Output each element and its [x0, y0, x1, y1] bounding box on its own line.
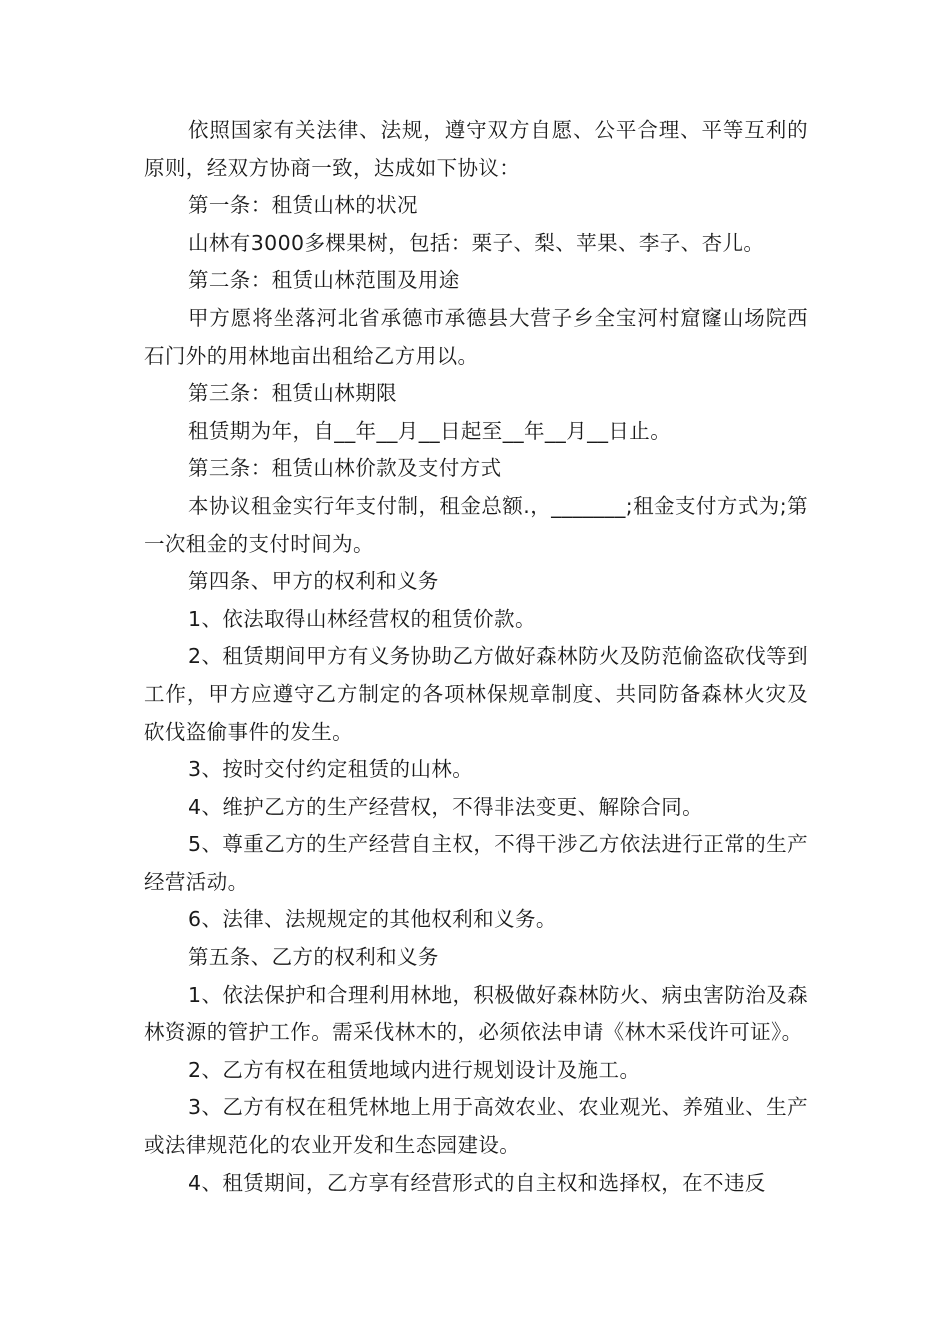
list-item: 5、尊重乙方的生产经营自主权，不得干涉乙方依法进行正常的生产经营活动。 — [144, 832, 808, 894]
paragraph-preamble: 依照国家有关法律、法规，遵守双方自愿、公平合理、平等互利的原则，经双方协商一致，达成如下协议： — [144, 118, 808, 180]
list-item: 3、按时交付约定租赁的山林。 — [188, 757, 474, 782]
document-body — [144, 112, 808, 1202]
paragraph: 租赁期为年，自__年__月__日起至__年__月__日止。 — [188, 418, 672, 443]
paragraph: 本协议租金实行年支付制，租金总额.，_______;租金支付方式为;第一次租金的支付时间为。 — [144, 493, 808, 556]
list-item: 1、依法保护和合理利用林地，积极做好森林防火、病虫害防治及森林资源的管护工作。需采伐林木的，必须依法申请《林木采伐许可证》。 — [144, 982, 808, 1045]
list-item: 4、租赁期间，乙方享有经营形式的自主权和选择权，在不违反 — [188, 1170, 766, 1195]
paragraph: 甲方愿将坐落河北省承德市承德县大营子乡全宝河村窟窿山场院西石门外的用林地亩出租给乙方用以。 — [144, 305, 808, 368]
heading-article-4: 第四条、甲方的权利和义务 — [188, 569, 439, 594]
list-item: 3、乙方有权在租凭林地上用于高效农业、农业观光、养殖业、生产或法律规范化的农业开发和生态园建设。 — [144, 1095, 808, 1158]
list-item: 2、租赁期间甲方有义务协助乙方做好森林防火及防范偷盗砍伐等到工作，甲方应遵守乙方制定的各项林保规章制度、共同防备森林火灾及砍伐盗偷事件的发生。 — [144, 644, 808, 744]
list-item: 4、维护乙方的生产经营权，不得非法变更、解除合同。 — [188, 794, 704, 819]
list-item: 1、依法取得山林经营权的租赁价款。 — [188, 606, 536, 631]
list-item: 2、乙方有权在租赁地域内进行规划设计及施工。 — [188, 1057, 641, 1082]
list-item: 6、法律、法规规定的其他权利和义务。 — [188, 907, 557, 932]
paragraph: 山林有3000多棵果树，包括：栗子、梨、苹果、李子、杏儿。 — [188, 230, 765, 255]
heading-article-3b: 第三条：租赁山林价款及支付方式 — [188, 456, 502, 481]
heading-article-5: 第五条、乙方的权利和义务 — [188, 945, 439, 970]
heading-article-2: 第二条：租赁山林范围及用途 — [188, 268, 460, 293]
heading-article-3: 第三条：租赁山林期限 — [188, 381, 397, 406]
heading-article-1: 第一条：租赁山林的状况 — [188, 193, 418, 218]
